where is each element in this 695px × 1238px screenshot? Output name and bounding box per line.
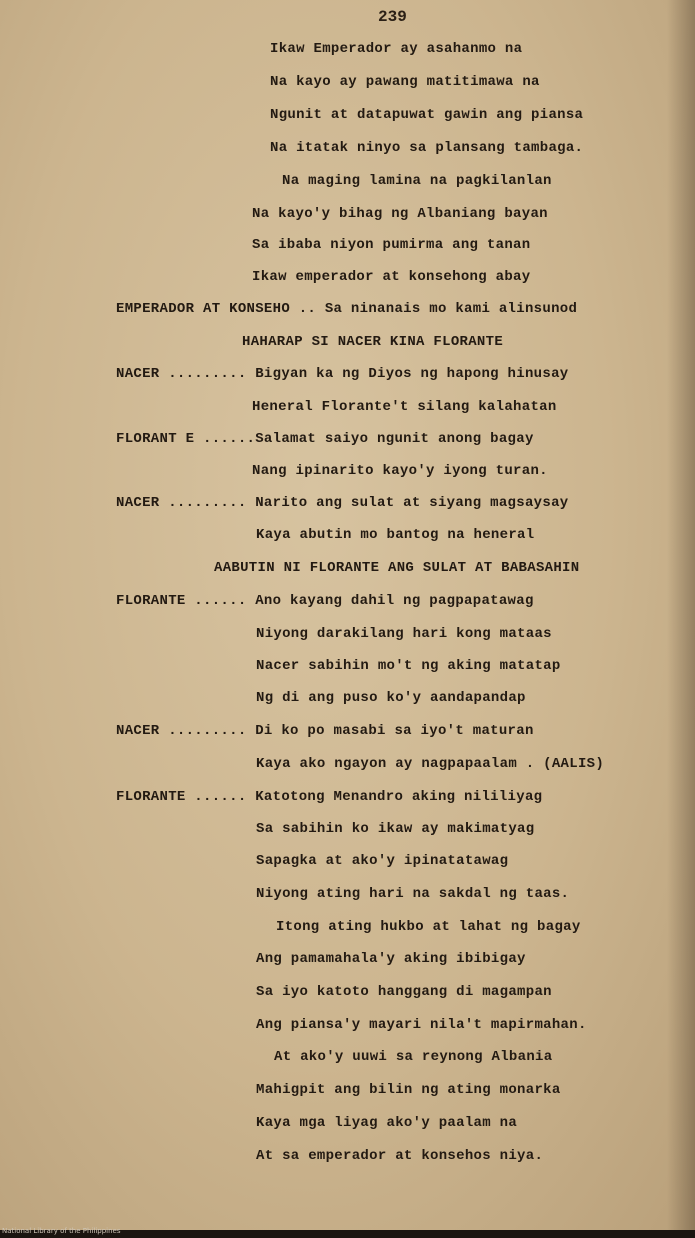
- speaker-line: NACER ......... Di ko po masabi sa iyo't maturan: [116, 723, 534, 739]
- verse-line: Sa ibaba niyon pumirma ang tanan: [252, 237, 531, 253]
- stage-direction: HAHARAP SI NACER KINA FLORANTE: [242, 334, 504, 350]
- verse-line: Na kayo'y bihag ng Albaniang bayan: [252, 206, 548, 222]
- verse-line: Ngunit at datapuwat gawin ang piansa: [270, 107, 584, 123]
- verse-line: Kaya ako ngayon ay nagpapaalam . (AALIS): [256, 756, 605, 772]
- verse-line: Ang pamamahala'y aking ibibigay: [256, 951, 526, 967]
- verse-line: Niyong ating hari na sakdal ng taas.: [256, 886, 570, 902]
- verse-line: Na itatak ninyo sa plansang tambaga.: [270, 140, 584, 156]
- verse-line: Kaya abutin mo bantog na heneral: [256, 527, 535, 543]
- footer-bar: [0, 1227, 695, 1238]
- verse-line: Ng di ang puso ko'y aandapandap: [256, 690, 526, 706]
- verse-line: Kaya mga liyag ako'y paalam na: [256, 1115, 518, 1131]
- verse-line: Sa sabihin ko ikaw ay makimatyag: [256, 821, 535, 837]
- speaker-line: FLORANTE ...... Ano kayang dahil ng pagpapatawag: [116, 593, 534, 609]
- verse-line: Na kayo ay pawang matitimawa na: [270, 74, 540, 90]
- verse-line: Na maging lamina na pagkilanlan: [282, 173, 552, 189]
- speaker-line: FLORANT E ......Salamat saiyo ngunit anong bagay: [116, 431, 534, 447]
- speaker-line: FLORANTE ...... Katotong Menandro aking nililiyag: [116, 789, 543, 805]
- verse-line: Niyong darakilang hari kong mataas: [256, 626, 552, 642]
- verse-line: At sa emperador at konsehos niya.: [256, 1148, 544, 1164]
- verse-line: Sapagka at ako'y ipinatatawag: [256, 853, 509, 869]
- page-number: 239: [378, 8, 407, 26]
- verse-line: Nacer sabihin mo't ng aking matatap: [256, 658, 561, 674]
- speaker-line: NACER ......... Bigyan ka ng Diyos ng hapong hinusay: [116, 366, 569, 382]
- verse-line: Heneral Florante't silang kalahatan: [252, 399, 557, 415]
- verse-line: Ikaw Emperador ay asahanmo na: [270, 41, 523, 57]
- verse-line: At ako'y uuwi sa reynong Albania: [274, 1049, 553, 1065]
- verse-line: Ikaw emperador at konsehong abay: [252, 269, 531, 285]
- stage-direction: AABUTIN NI FLORANTE ANG SULAT AT BABASAHIN: [214, 560, 580, 576]
- verse-line: Sa iyo katoto hanggang di magampan: [256, 984, 552, 1000]
- page-edge-shadow: [667, 0, 695, 1230]
- verse-line: Ang piansa'y mayari nila't mapirmahan.: [256, 1017, 587, 1033]
- verse-line: Mahigpit ang bilin ng ating monarka: [256, 1082, 561, 1098]
- speaker-line: NACER ......... Narito ang sulat at siyang magsaysay: [116, 495, 569, 511]
- verse-line: Nang ipinarito kayo'y iyong turan.: [252, 463, 548, 479]
- speaker-line: EMPERADOR AT KONSEHO .. Sa ninanais mo kami alinsunod: [116, 301, 578, 317]
- verse-line: Itong ating hukbo at lahat ng bagay: [276, 919, 581, 935]
- footer-credit: National Library of the Philippines: [2, 1227, 121, 1235]
